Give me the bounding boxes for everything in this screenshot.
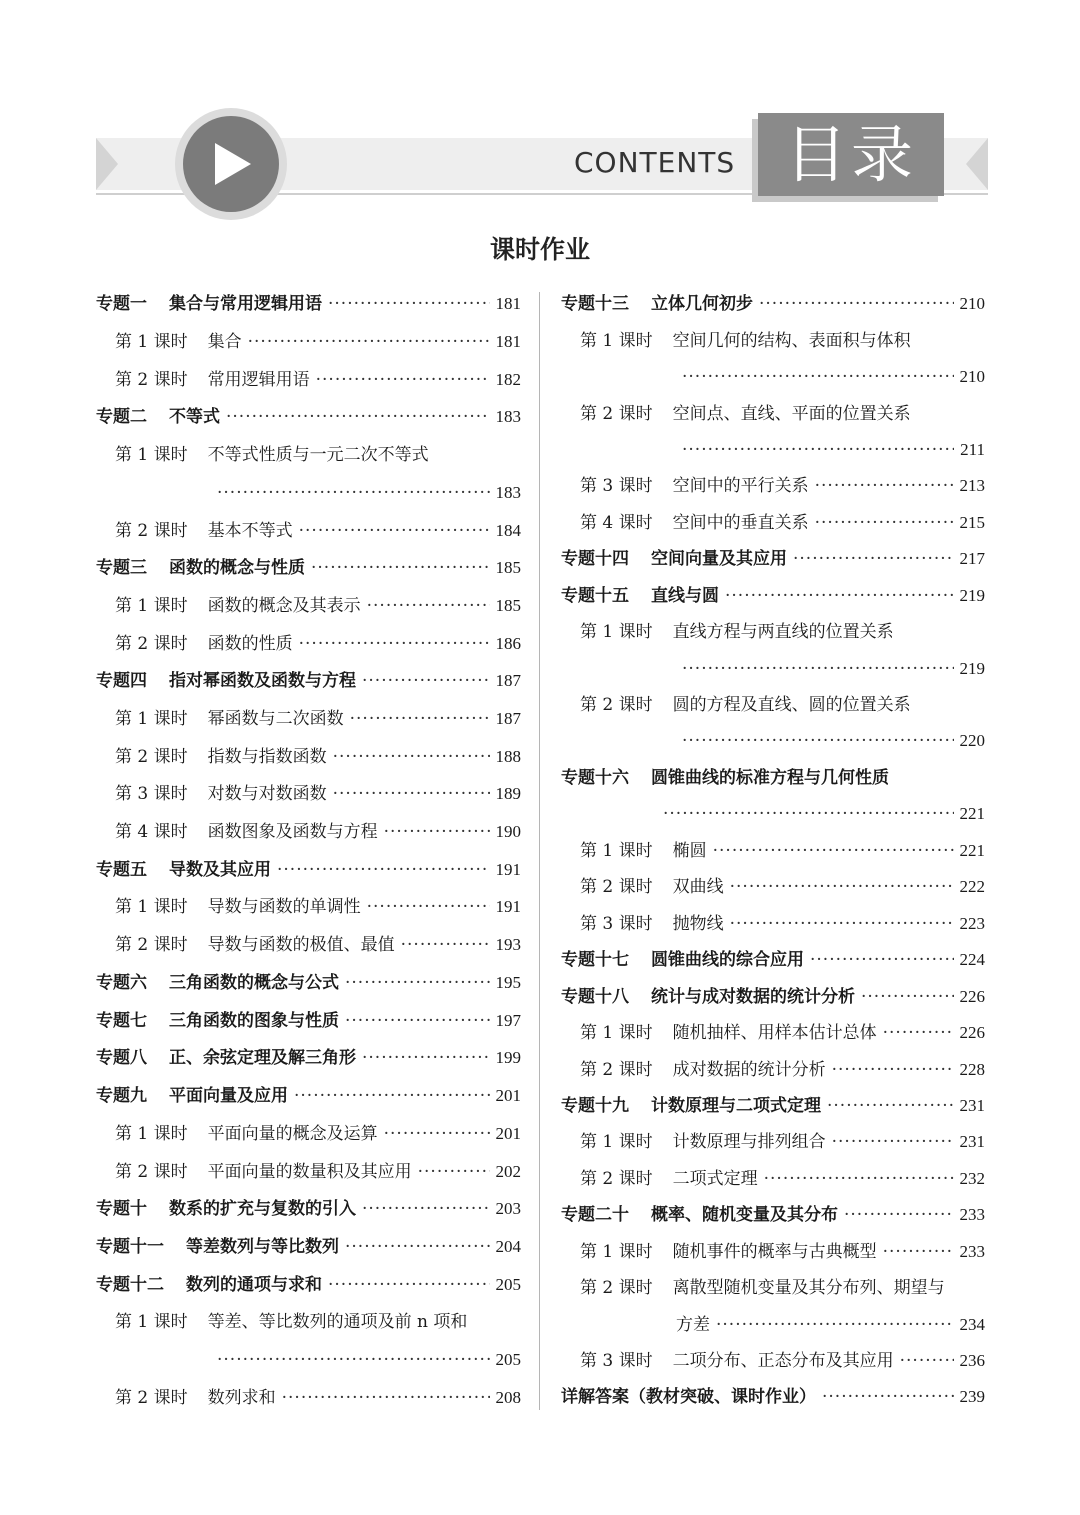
toc-page-number: 231: [959, 1132, 985, 1151]
toc-entry-label: 第 1 课时: [115, 1124, 188, 1144]
toc-dot-leader: [328, 1273, 490, 1297]
toc-entry-title: 不等式: [169, 407, 220, 427]
toc-entry-label: 第 1 课时: [115, 445, 188, 465]
toc-entry-label: 第 2 课时: [115, 370, 188, 390]
toc-entry-title: 函数的性质: [207, 634, 293, 654]
toc-page-number: 188: [495, 747, 521, 766]
toc-page-number: 222: [959, 877, 985, 896]
toc-entry-label: 第 2 课时: [580, 404, 653, 424]
toc-lesson-entry[interactable]: [676, 729, 985, 753]
toc-entry-label: 专题五: [96, 860, 147, 880]
toc-lesson-entry[interactable]: [115, 1310, 521, 1334]
toc-lesson-entry[interactable]: [580, 1240, 985, 1264]
toc-entry-label: 第 2 课时: [580, 1278, 653, 1298]
toc-entry-title: 圆的方程及直线、圆的位置关系: [672, 695, 911, 715]
toc-entry-label: 第 1 课时: [115, 1312, 188, 1332]
toc-lesson-entry[interactable]: [115, 632, 521, 656]
toc-page-number: 189: [495, 784, 521, 803]
toc-entry-label: 专题十三: [561, 294, 629, 314]
toc-page-number: 183: [495, 483, 521, 502]
toc-lesson-entry[interactable]: [580, 1058, 985, 1082]
toc-dot-leader: [248, 330, 490, 354]
toc-dot-leader: [350, 707, 490, 731]
toc-page-number: 187: [495, 709, 521, 728]
toc-lesson-entry[interactable]: [115, 1160, 521, 1184]
toc-entry-title: 幂函数与二次函数: [207, 709, 344, 729]
toc-dot-leader: [328, 292, 490, 316]
toc-dot-leader: [362, 1197, 490, 1221]
toc-entry-label: 专题四: [96, 671, 147, 691]
toc-dot-leader: [226, 405, 490, 429]
toc-entry-title: 计数原理与二项式定理: [651, 1096, 821, 1116]
toc-entry-title: 直线与圆: [651, 586, 719, 606]
toc-entry-title: 空间几何的结构、表面积与体积: [672, 331, 911, 351]
toc-page-number: 191: [495, 897, 521, 916]
toc-page-number: 201: [495, 1086, 521, 1105]
toc-entry-label: 专题十: [96, 1199, 147, 1219]
section-title: 课时作业: [489, 235, 590, 264]
toc-topic-entry[interactable]: [561, 948, 985, 972]
toc-lesson-entry[interactable]: [580, 912, 985, 936]
toc-lesson-entry[interactable]: [115, 1122, 521, 1146]
left-chevron-decoration: [96, 138, 118, 190]
toc-page-number: 205: [495, 1275, 521, 1294]
toc-page-number: 221: [959, 841, 985, 860]
toc-entry-label: 第 2 课时: [580, 1169, 653, 1189]
toc-entry-title: 空间中的垂直关系: [672, 513, 809, 533]
toc-topic-entry[interactable]: [96, 1197, 521, 1221]
toc-lesson-entry[interactable]: [580, 693, 985, 717]
toc-entry-title: 统计与成对数据的统计分析: [651, 987, 855, 1007]
toc-dot-leader: [345, 1009, 490, 1033]
toc-entry-title: 二项式定理: [672, 1169, 758, 1189]
toc-topic-entry[interactable]: [96, 1235, 521, 1259]
toc-lesson-entry[interactable]: [580, 329, 985, 353]
toc-entry-title: 直线方程与两直线的位置关系: [672, 622, 894, 642]
toc-entry-title: 指对幂函数及函数与方程: [169, 671, 356, 691]
toc-entry-title: 基本不等式: [207, 521, 293, 541]
toc-dot-leader: [367, 594, 490, 618]
toc-topic-entry[interactable]: [96, 669, 521, 693]
toc-page-number: 236: [959, 1351, 985, 1370]
toc-entry-title: 平面向量的概念及运算: [207, 1124, 378, 1144]
toc-entry-label: 第 2 课时: [115, 1388, 188, 1408]
toc-page-number: 219: [959, 586, 985, 605]
toc-entry-label: 第 1 课时: [580, 622, 653, 642]
toc-topic-entry[interactable]: [96, 1273, 521, 1297]
toc-dot-leader: [345, 1235, 490, 1259]
toc-lesson-entry[interactable]: [580, 875, 985, 899]
toc-page-number: 191: [495, 860, 521, 879]
toc-lesson-entry[interactable]: [115, 594, 521, 618]
toc-entry-label: 第 2 课时: [115, 935, 188, 955]
toc-dot-leader: [282, 1386, 490, 1410]
toc-page-number: 223: [959, 914, 985, 933]
toc-lesson-entry[interactable]: [115, 1386, 521, 1410]
toc-entry-title: 随机抽样、用样本估计总体: [672, 1023, 877, 1043]
toc-entry-title: 平面向量的数量积及其应用: [207, 1162, 412, 1182]
column-divider: [539, 292, 540, 1410]
toc-lesson-entry[interactable]: [580, 620, 985, 644]
toc-entry-title: 常用逻辑用语: [207, 370, 310, 390]
toc-entry-title: 数列的通项与求和: [186, 1275, 322, 1295]
toc-dot-leader: [663, 802, 954, 826]
toc-entry-title: 导数及其应用: [169, 860, 271, 880]
toc-entry-label: 专题十七: [561, 950, 629, 970]
toc-entry-title: 平面向量及应用: [169, 1086, 288, 1106]
toc-page-number: 226: [959, 987, 985, 1006]
toc-topic-entry[interactable]: [96, 971, 521, 995]
toc-entry-label: 第 3 课时: [580, 1351, 653, 1371]
toc-dot-leader: [217, 1348, 490, 1372]
toc-dot-leader: [299, 519, 490, 543]
toc-page-number: 232: [959, 1169, 985, 1188]
toc-page-number: 185: [495, 596, 521, 615]
toc-page-number: 181: [495, 294, 521, 313]
toc-topic-entry[interactable]: [561, 1203, 985, 1227]
toc-lesson-entry[interactable]: [115, 330, 521, 354]
toc-page-number: 220: [959, 731, 985, 750]
toc-entry-title: 对数与对数函数: [207, 784, 327, 804]
toc-entry-label: 第 2 课时: [115, 521, 188, 541]
toc-entry-title: 空间中的平行关系: [672, 476, 809, 496]
toc-entry-title: 函数的概念与性质: [169, 558, 305, 578]
toc-dot-leader: [384, 1122, 490, 1146]
toc-entry-label: 第 4 课时: [580, 513, 653, 533]
toc-dot-leader: [832, 1058, 954, 1082]
toc-dot-leader: [217, 481, 490, 505]
toc-lesson-entry[interactable]: [115, 933, 521, 957]
toc-dot-leader: [861, 985, 954, 1009]
toc-page-number: 204: [495, 1237, 521, 1256]
toc-dot-leader: [900, 1349, 954, 1373]
toc-page-number: 233: [959, 1242, 985, 1261]
toc-entry-title: 椭圆: [672, 841, 707, 861]
toc-entry-title: 二项分布、正态分布及其应用: [672, 1351, 894, 1371]
toc-topic-entry[interactable]: [96, 292, 521, 316]
toc-entry-title: 导数与函数的单调性: [207, 897, 361, 917]
toc-page-number: 226: [959, 1023, 985, 1042]
toc-entry-label: 第 2 课时: [115, 747, 188, 767]
toc-entry-title: 立体几何初步: [651, 294, 753, 314]
toc-dot-leader: [401, 933, 490, 957]
toc-entry-label: 第 2 课时: [580, 877, 653, 897]
toc-entry-label: 第 1 课时: [115, 596, 188, 616]
toc-page-number: 187: [495, 671, 521, 690]
toc-entry-title: 成对数据的统计分析: [672, 1060, 826, 1080]
toc-dot-leader: [759, 292, 954, 316]
mulu-box: [758, 113, 944, 196]
toc-topic-entry[interactable]: [561, 985, 985, 1009]
toc-entry-label: 第 3 课时: [580, 476, 653, 496]
toc-page-number: 233: [959, 1205, 985, 1224]
toc-entry-title: 随机事件的概率与古典概型: [672, 1242, 877, 1262]
toc-dot-leader: [713, 839, 954, 863]
toc-lesson-entry[interactable]: [580, 839, 985, 863]
toc-page-number: 199: [495, 1048, 521, 1067]
toc-dot-leader: [418, 1160, 490, 1184]
toc-topic-entry[interactable]: [96, 405, 521, 429]
toc-entry-label: 第 2 课时: [580, 1060, 653, 1080]
mulu-label: 目录: [784, 118, 917, 191]
toc-lesson-entry[interactable]: [115, 519, 521, 543]
play-triangle-icon: [215, 143, 251, 185]
toc-lesson-entry[interactable]: [580, 1130, 985, 1154]
toc-entry-label: 专题九: [96, 1086, 147, 1106]
toc-page-number: 213: [959, 476, 985, 495]
toc-dot-leader: [384, 820, 490, 844]
toc-page-number: 228: [959, 1060, 985, 1079]
toc-page-number: 224: [959, 950, 985, 969]
toc-topic-entry[interactable]: [96, 556, 521, 580]
toc-entry-label: 专题一: [96, 294, 147, 314]
toc-entry-label: 第 1 课时: [580, 1242, 653, 1262]
toc-entry-label: 第 4 课时: [115, 822, 188, 842]
toc-entry-label: 专题二十: [561, 1205, 629, 1225]
toc-dot-leader: [345, 971, 490, 995]
contents-label: CONTENTS: [574, 146, 736, 179]
toc-entry-title: 集合: [207, 332, 242, 352]
toc-lesson-entry[interactable]: [115, 368, 521, 392]
toc-entry-label: 第 2 课时: [115, 634, 188, 654]
toc-dot-leader: [832, 1130, 954, 1154]
toc-entry-title: 概率、随机变量及其分布: [651, 1205, 838, 1225]
toc-entry-title: 圆锥曲线的综合应用: [651, 950, 804, 970]
toc-page-number: 205: [495, 1350, 521, 1369]
toc-entry-title: 数列求和: [207, 1388, 276, 1408]
toc-page-number: 183: [495, 407, 521, 426]
toc-lesson-entry[interactable]: [115, 707, 521, 731]
toc-page-number: 182: [495, 370, 521, 389]
toc-entry-title: 等差数列与等比数列: [186, 1237, 339, 1257]
toc-entry-label: 第 1 课时: [115, 709, 188, 729]
toc-page-number: 210: [959, 294, 985, 313]
toc-entry-label: 专题十九: [561, 1096, 629, 1116]
toc-dot-leader: [844, 1203, 954, 1227]
toc-dot-leader: [333, 745, 490, 769]
toc-topic-entry[interactable]: [96, 1046, 521, 1070]
toc-entry-title: 空间点、直线、平面的位置关系: [672, 404, 911, 424]
toc-entry-title: 圆锥曲线的标准方程与几何性质: [651, 768, 889, 788]
toc-entry-title: 正、余弦定理及解三角形: [169, 1048, 356, 1068]
toc-entry-label: 第 1 课时: [580, 331, 653, 351]
toc-entry-label: 第 2 课时: [115, 1162, 188, 1182]
toc-entry-title: 三角函数的图象与性质: [169, 1011, 339, 1031]
toc-entry-label: 专题二: [96, 407, 147, 427]
toc-page-number: 195: [495, 973, 521, 992]
toc-entry-title: 空间向量及其应用: [651, 549, 787, 569]
toc-entry-label: 专题七: [96, 1011, 147, 1031]
toc-dot-leader: [311, 556, 490, 580]
toc-entry-title: 函数图象及函数与方程: [207, 822, 378, 842]
toc-lesson-entry[interactable]: [676, 657, 985, 681]
toc-topic-entry[interactable]: [561, 292, 985, 316]
toc-entry-label: 专题十四: [561, 549, 629, 569]
toc-entry-title: 等差、等比数列的通项及前 n 项和: [207, 1312, 468, 1332]
toc-page-number: 210: [959, 367, 985, 386]
toc-lesson-entry[interactable]: [676, 438, 985, 462]
toc-entry-title: 导数与函数的极值、最值: [207, 935, 395, 955]
toc-page-number: 201: [495, 1124, 521, 1143]
toc-lesson-entry[interactable]: [580, 1021, 985, 1045]
toc-lesson-entry[interactable]: [115, 745, 521, 769]
toc-page-number: 231: [959, 1096, 985, 1115]
toc-topic-entry[interactable]: [96, 1009, 521, 1033]
toc-entry-label: 第 1 课时: [115, 897, 188, 917]
toc-dot-leader: [793, 547, 954, 571]
toc-dot-leader: [362, 1046, 490, 1070]
toc-topic-entry[interactable]: [561, 1385, 985, 1409]
toc-dot-leader: [682, 365, 954, 389]
toc-page-number: 203: [495, 1199, 521, 1218]
toc-page-number: 234: [959, 1315, 985, 1334]
toc-entry-title: 集合与常用逻辑用语: [169, 294, 322, 314]
toc-page-number: 208: [495, 1388, 521, 1407]
toc-topic-entry[interactable]: [561, 584, 985, 608]
toc-dot-leader: [716, 1313, 954, 1337]
toc-entry-label: 第 1 课时: [580, 841, 653, 861]
toc-lesson-entry[interactable]: [580, 474, 985, 498]
toc-topic-entry[interactable]: [561, 766, 985, 790]
toc-topic-entry[interactable]: [96, 1084, 521, 1108]
toc-entry-label: 专题十五: [561, 586, 629, 606]
right-chevron-decoration: [966, 138, 988, 190]
toc-dot-leader: [333, 782, 490, 806]
toc-dot-leader: [725, 584, 954, 608]
toc-lesson-entry[interactable]: [580, 511, 985, 535]
toc-entry-title: 计数原理与排列组合: [672, 1132, 826, 1152]
toc-entry-title: 数系的扩充与复数的引入: [169, 1199, 356, 1219]
toc-page-number: 215: [959, 513, 985, 532]
toc-topic-entry[interactable]: [96, 858, 521, 882]
toc-dot-leader: [764, 1167, 954, 1191]
toc-dot-leader: [815, 511, 954, 535]
toc-entry-label: 第 3 课时: [580, 914, 653, 934]
toc-lesson-entry[interactable]: [211, 1348, 521, 1372]
toc-lesson-entry[interactable]: [657, 802, 985, 826]
toc-dot-leader: [810, 948, 954, 972]
toc-entry-label: 专题十六: [561, 768, 629, 788]
toc-dot-leader: [316, 368, 490, 392]
toc-dot-leader: [362, 669, 490, 693]
toc-page-number: 185: [495, 558, 521, 577]
toc-page-number: 193: [495, 935, 521, 954]
toc-entry-label: 第 2 课时: [580, 695, 653, 715]
toc-page-number: 217: [959, 549, 985, 568]
toc-entry-title: 不等式性质与一元二次不等式: [207, 445, 429, 465]
toc-entry-label: 专题十一: [96, 1237, 164, 1257]
toc-dot-leader: [883, 1240, 954, 1264]
toc-lesson-entry[interactable]: [211, 481, 521, 505]
toc-page-number: 202: [495, 1162, 521, 1181]
toc-page-number: 186: [495, 634, 521, 653]
toc-dot-leader: [883, 1021, 954, 1045]
toc-page-number: 181: [495, 332, 521, 351]
toc-entry-label: 专题十二: [96, 1275, 164, 1295]
toc-entry-label: 专题六: [96, 973, 147, 993]
toc-lesson-entry[interactable]: [676, 1313, 985, 1337]
toc-page-number: 197: [495, 1011, 521, 1030]
toc-dot-leader: [294, 1084, 490, 1108]
toc-page-number: 219: [959, 659, 985, 678]
toc-topic-entry[interactable]: [561, 1094, 985, 1118]
toc-topic-entry[interactable]: [561, 547, 985, 571]
toc-entry-label: 第 1 课时: [580, 1023, 653, 1043]
toc-dot-leader: [682, 438, 954, 462]
toc-entry-title: 详解答案（教材突破、课时作业）: [561, 1387, 816, 1407]
toc-entry-label: 专题十八: [561, 987, 629, 1007]
toc-dot-leader: [682, 657, 954, 681]
toc-entry-label: 专题八: [96, 1048, 147, 1068]
toc-entry-label: 第 1 课时: [580, 1132, 653, 1152]
toc-entry-title: 三角函数的概念与公式: [169, 973, 339, 993]
toc-dot-leader: [730, 912, 954, 936]
toc-page-number: 239: [959, 1387, 985, 1406]
toc-page-number: 211: [960, 440, 985, 459]
toc-entry-title: 指数与指数函数: [207, 747, 327, 767]
toc-lesson-entry[interactable]: [580, 1349, 985, 1373]
toc-lesson-entry[interactable]: [115, 895, 521, 919]
toc-page-number: 190: [495, 822, 521, 841]
toc-dot-leader: [277, 858, 490, 882]
toc-entry-label: 第 1 课时: [115, 332, 188, 352]
toc-entry-label: 专题三: [96, 558, 147, 578]
toc-lesson-entry[interactable]: [115, 443, 521, 467]
toc-lesson-entry[interactable]: [676, 365, 985, 389]
toc-lesson-entry[interactable]: [580, 402, 985, 426]
toc-lesson-entry[interactable]: [580, 1276, 985, 1300]
toc-lesson-entry[interactable]: [115, 782, 521, 806]
toc-dot-leader: [367, 895, 490, 919]
toc-dot-leader: [682, 729, 954, 753]
toc-entry-title: 抛物线: [672, 914, 724, 934]
toc-lesson-entry[interactable]: [115, 820, 521, 844]
toc-entry-title: 函数的概念及其表示: [207, 596, 361, 616]
toc-entry-title: 离散型随机变量及其分布列、期望与: [672, 1278, 945, 1298]
toc-dot-leader: [299, 632, 490, 656]
toc-dot-leader: [827, 1094, 954, 1118]
toc-dot-leader: [730, 875, 954, 899]
toc-dot-leader: [822, 1385, 954, 1409]
toc-entry-label: 第 3 课时: [115, 784, 188, 804]
toc-page-number: 184: [495, 521, 521, 540]
toc-dot-leader: [815, 474, 954, 498]
toc-lesson-entry[interactable]: [580, 1167, 985, 1191]
toc-entry-title: 双曲线: [672, 877, 724, 897]
toc-page-number: 221: [959, 804, 985, 823]
toc-entry-title: 方差: [676, 1315, 710, 1335]
